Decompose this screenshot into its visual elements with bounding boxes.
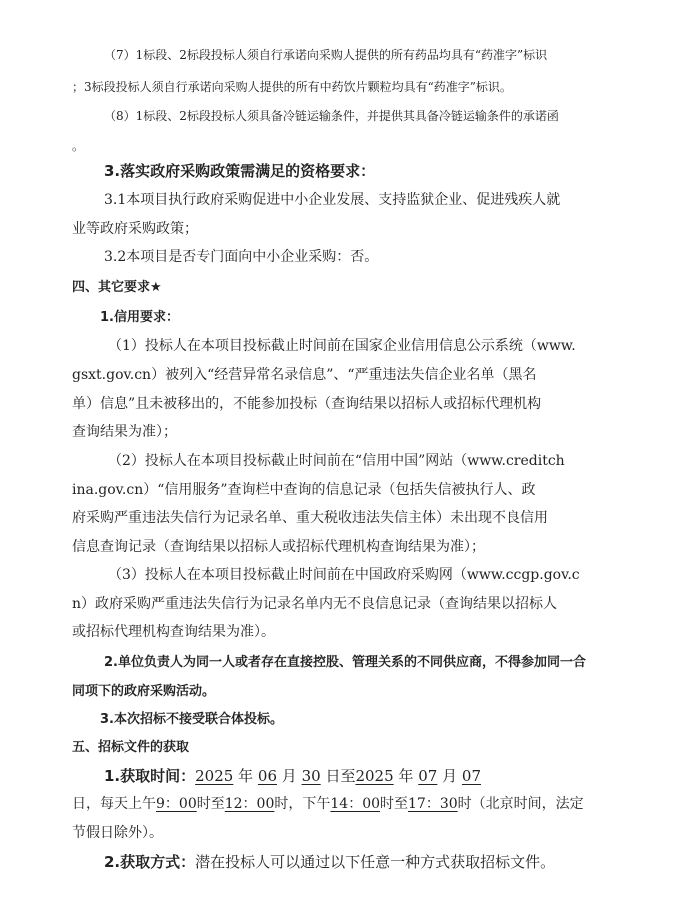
year-char-2: 年 [398, 767, 414, 785]
beijing-time: 时（北京时间，法定 [457, 796, 584, 812]
item-8-line1: （8）1标段、2标段投标人须具备冷链运输条件，并提供其具备冷链运输条件的承诺函 [104, 109, 559, 123]
acquisition-time-line3: 节假日除外）。 [72, 825, 163, 841]
credit-2-line3: 府采购严重违法失信行为记录名单、重大税收违法失信主体）未出现不良信用 [72, 510, 548, 526]
month-char: 月 [281, 767, 297, 785]
chapter-5-heading: 五、招标文件的获取 [72, 740, 190, 755]
item-8-line2: 。 [72, 139, 85, 153]
acquisition-method-text: 潜在投标人可以通过以下任意一种方式获取招标文件。 [195, 853, 556, 871]
am-start: 9：00 [156, 796, 197, 812]
start-month: 06 [257, 767, 277, 785]
end-month: 07 [418, 767, 438, 785]
acquisition-time-line1 [104, 768, 481, 784]
chapter-4-heading: 四、其它要求★ [72, 280, 162, 295]
item-7-line2: ；3标段投标人须自行承诺向采购人提供的所有中药饮片颗粒均具有“药准字”标识。 [72, 80, 512, 94]
to-1: 时至 [196, 796, 225, 812]
requirement-2-line1: 2.单位负责人为同一人或者存在直接控股、管理关系的不同供应商，不得参加同一合 [104, 655, 586, 670]
requirement-3: 3.本次招标不接受联合体投标。 [100, 712, 283, 727]
section-3-2: 3.2本项目是否专门面向中小企业采购：否。 [104, 249, 379, 265]
credit-3-line3: 或招标代理机构查询结果为准）。 [72, 624, 275, 640]
credit-1-line4: 查询结果为准）； [72, 424, 177, 440]
section-3-heading: 3.落实政府采购政策需满足的资格要求： [104, 162, 376, 180]
credit-2-line1: （2）投标人在本项目投标截止时间前在“信用中国”网站（www.creditch [108, 453, 565, 469]
acquisition-time-line2 [72, 796, 584, 812]
month-char-2: 月 [442, 767, 458, 785]
credit-heading: 1.信用要求： [100, 310, 179, 325]
acquisition-time-label: 1.获取时间： [104, 767, 196, 785]
credit-1-line1: （1）投标人在本项目投标截止时间前在国家企业信用信息公示系统（www. [108, 338, 576, 354]
daily-hours-intro: 日，每天上午 [72, 796, 156, 812]
credit-1-line2: gsxt.gov.cn）被列入“经营异常名录信息”、“严重违法失信企业名单（黑名 [72, 367, 537, 383]
to-2: 时至 [380, 796, 409, 812]
acquisition-method [104, 854, 555, 870]
end-day: 07 [461, 767, 481, 785]
start-day: 30 [301, 767, 321, 785]
credit-3-line2: n）政府采购严重违法失信行为记录名单内无不良信息记录（查询结果以招标人 [72, 596, 558, 612]
credit-3-line1: （3）投标人在本项目投标截止时间前在中国政府采购网（www.ccgp.gov.c [108, 567, 580, 583]
start-year: 2025 [195, 767, 234, 785]
day-to: 日至 [325, 767, 356, 785]
pm-end: 17：30 [408, 796, 458, 812]
section-3-1-line1: 3.1本项目执行政府采购促进中小企业发展、支持监狱企业、促进残疾人就 [104, 192, 561, 208]
item-7-line1: （7）1标段、2标段投标人须自行承诺向采购人提供的所有药品均具有“药准字”标识 [104, 48, 548, 62]
credit-2-line4: 信息查询记录（查询结果以招标人或招标代理机构查询结果为准）； [72, 539, 485, 555]
section-3-1-line2: 业等政府采购政策； [72, 221, 198, 237]
afternoon: 时，下午 [274, 796, 331, 812]
credit-2-line2: ina.gov.cn）“信用服务”查询栏中查询的信息记录（包括失信被执行人、政 [72, 482, 536, 498]
requirement-2-line2: 同项下的政府采购活动。 [72, 684, 216, 699]
acquisition-method-label: 2.获取方式： [104, 853, 196, 871]
end-year: 2025 [355, 767, 394, 785]
credit-1-line3: 单）信息”且未被移出的，不能参加投标（查询结果以招标人或招标代理机构 [72, 396, 542, 412]
am-end: 12：00 [224, 796, 275, 812]
pm-start: 14：00 [330, 796, 381, 812]
year-char: 年 [238, 767, 254, 785]
